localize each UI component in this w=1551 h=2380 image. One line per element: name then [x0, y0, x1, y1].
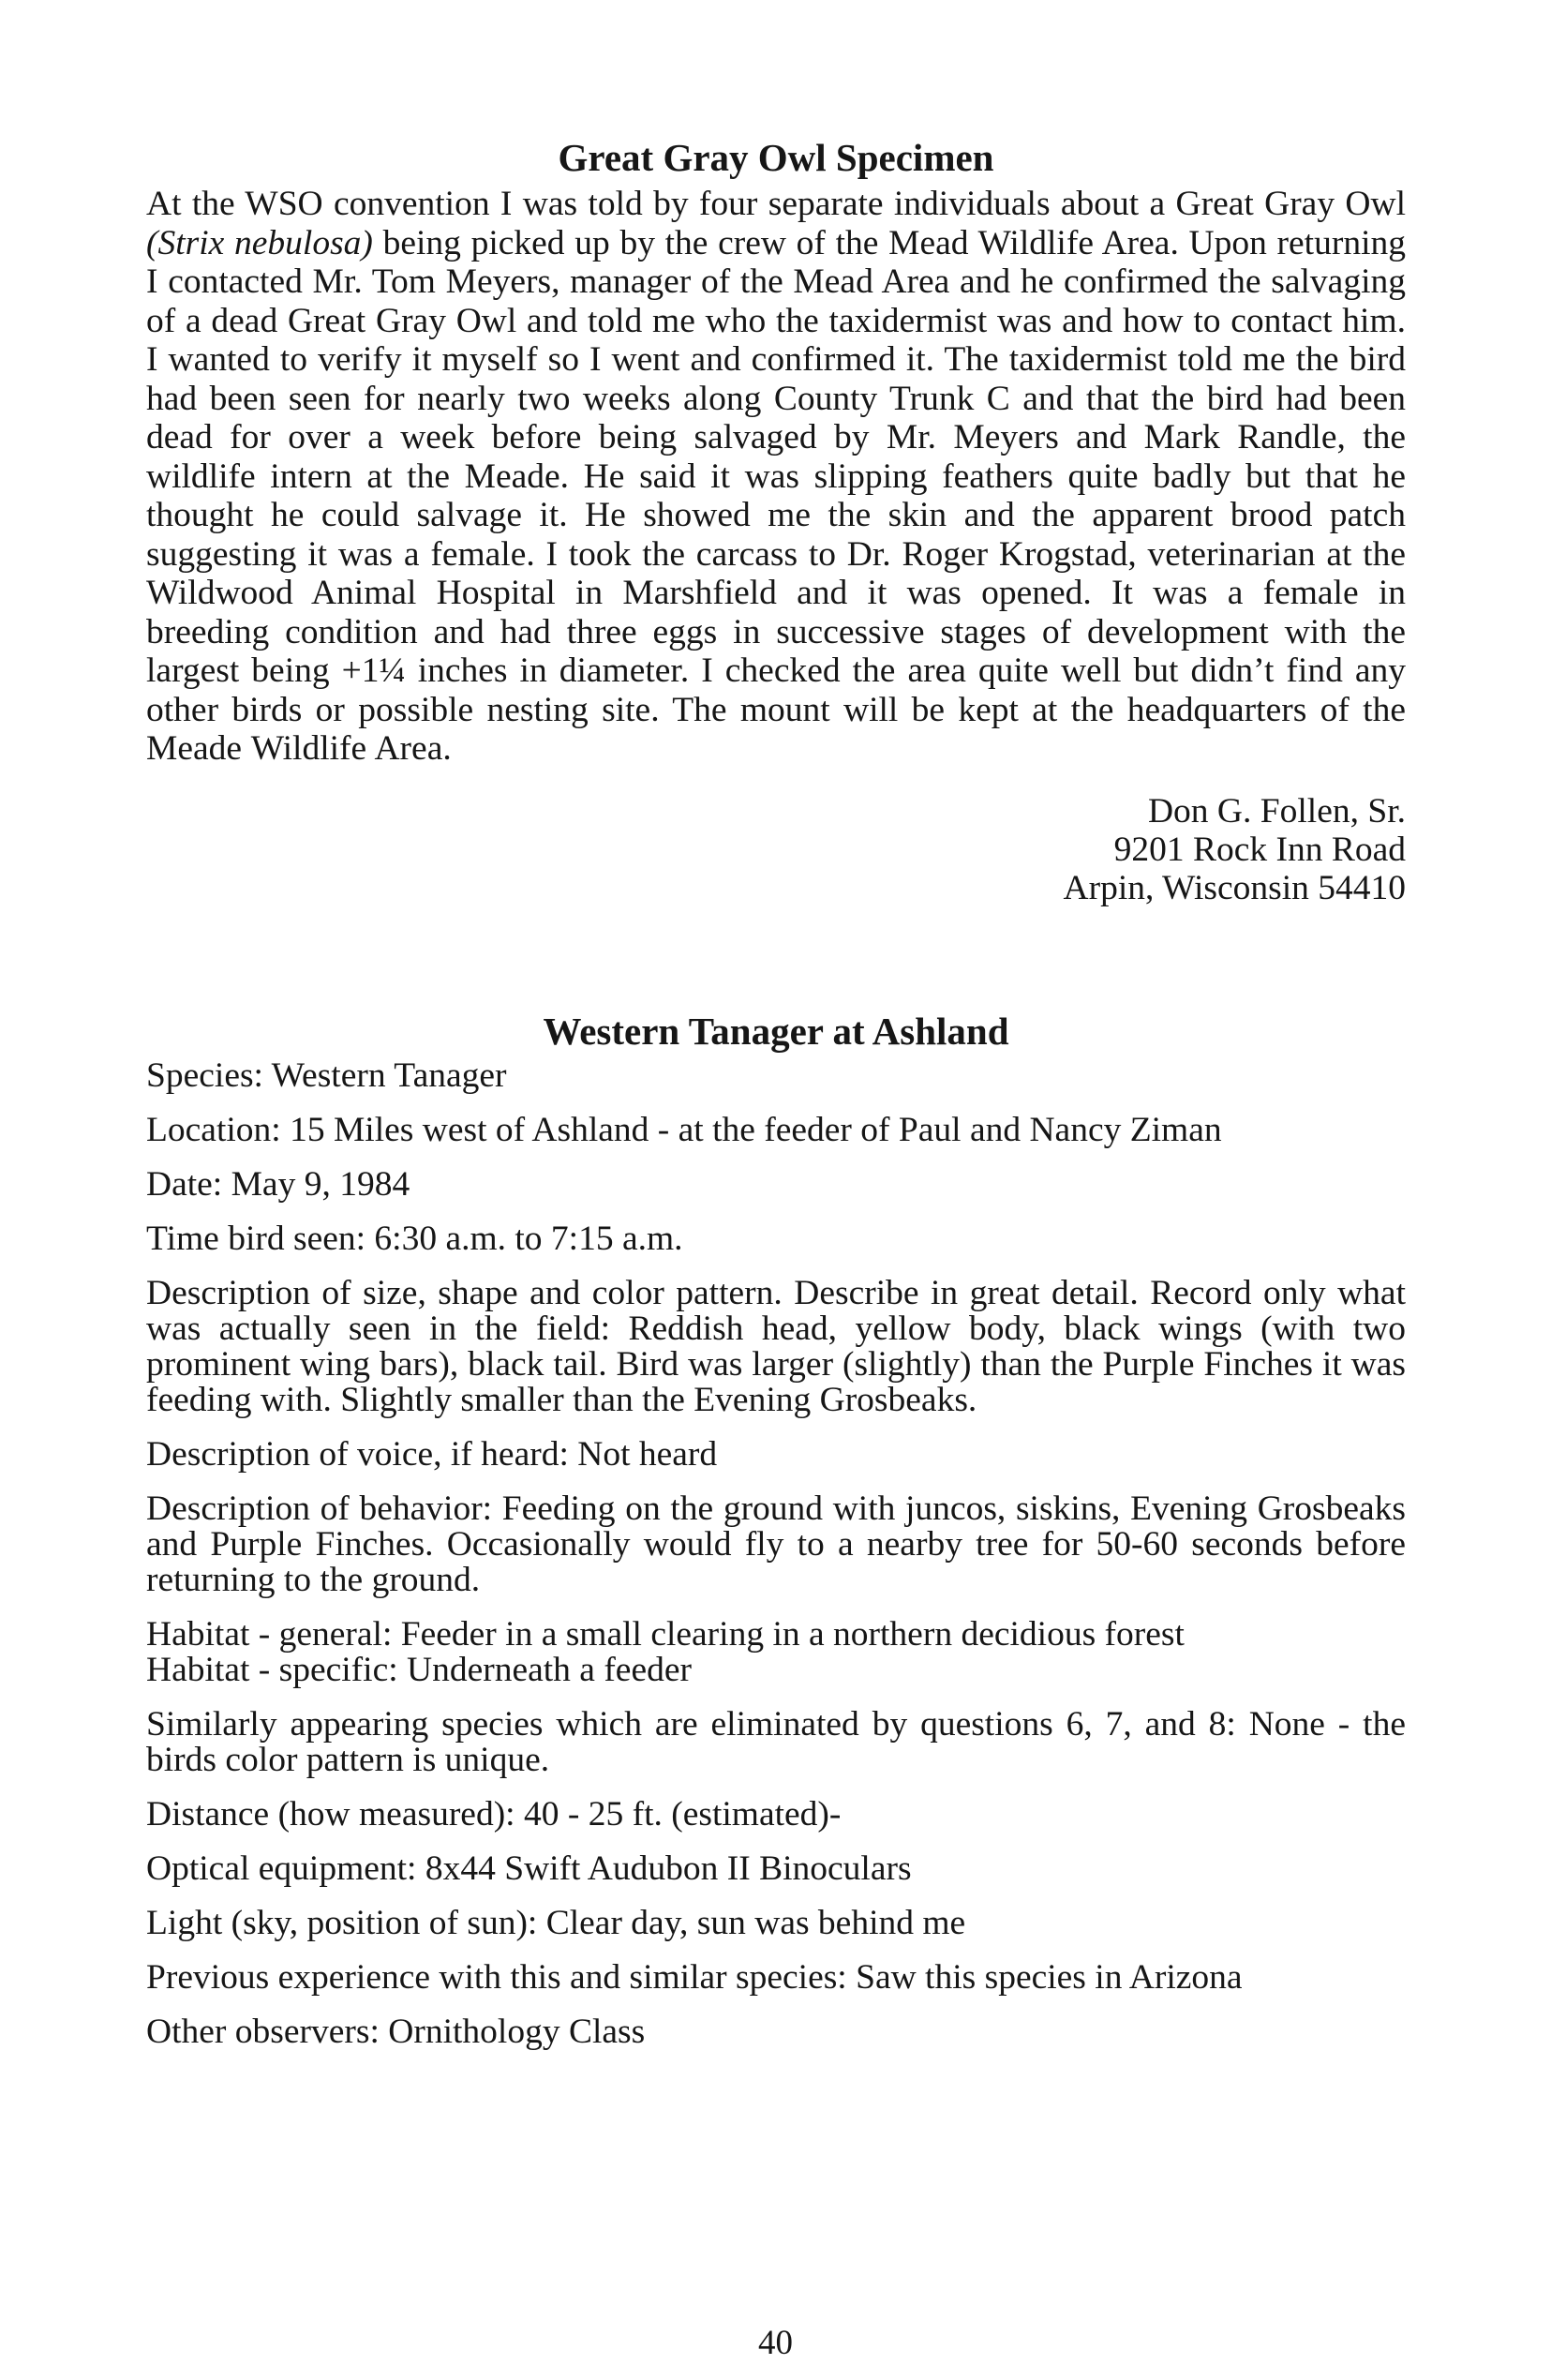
field-voice: Description of voice, if heard: Not heard [146, 1434, 718, 1474]
page-content [146, 137, 1406, 2069]
author-street: 9201 Rock Inn Road [1113, 830, 1406, 869]
field-species: Species: Western Tanager [146, 1055, 507, 1095]
body-text-start: At the WSO convention I was told by four separate individuals about a Great Gray Owl [146, 185, 1406, 224]
field-description: Description of size, shape and color pattern. Describe in great detail. Record only what was actually seen in the field: Reddish head, yellow body, black wings (with two prominent wing bars), black tail. Bird was larger (slightly) than the Purple Finches it was feeding with. Slightly smaller than the Evening Grosbeaks. [146, 1273, 1406, 1419]
article-title: Western Tanager at Ashland [543, 1009, 1009, 1053]
field-other-observers: Other observers: Ornithology Class [146, 2012, 646, 2051]
field-date: Date: May 9, 1984 [146, 1164, 410, 1204]
field-habitat-general: Habitat - general: Feeder in a small clearing in a northern decidious forest [146, 1614, 1185, 1654]
author-name: Don G. Follen, Sr. [1147, 791, 1406, 831]
field-distance: Distance (how measured): 40 - 25 ft. (estimated)- [146, 1794, 842, 1834]
article-body [146, 185, 1406, 769]
field-similar-species: Similarly appearing species which are eliminated by questions 6, 7, and 8: None - the birds color pattern is unique. [146, 1704, 1406, 1779]
article-title: Great Gray Owl Specimen [558, 136, 994, 179]
body-text-rest: being picked up by the crew of the Mead Wildlife Area. Upon returning I contacted Mr. Tom Meyers, manager of the Mead Area and he confirmed the salvaging of a dead Great Gray Owl and told me who the taxidermist was and how to contact him. I wanted to verify it myself so I went and confirmed it. The taxidermist told me the bird had been seen for nearly two weeks along County Trunk C and that the bird had been dead for over a week before being salvaged by Mr. Meyers and Mark Randle, the wildlife intern at the Meade. He said it was slipping feathers quite badly but that he thought he could salvage it. He showed me the skin and the apparent brood patch suggesting it was a female. I took the carcass to Dr. Roger Krogstad, veterinarian at the Wildwood Animal Hospital in Marshfield and it was opened. It was a female in breeding condition and had three eggs in successive stages of development with the largest being +1¼ inches in diameter. I checked the area quite well but didn’t find any other birds or possible nesting site. The mount will be kept at the headquarters of the Meade Wildlife Area. [146, 223, 1406, 769]
article-western-tanager [146, 1010, 1406, 2050]
article-great-gray-owl [146, 137, 1406, 907]
field-location: Location: 15 Miles west of Ashland - at the feeder of Paul and Nancy Ziman [146, 1110, 1222, 1149]
field-light: Light (sky, position of sun): Clear day, sun was behind me [146, 1903, 966, 1942]
field-optical-equipment: Optical equipment: 8x44 Swift Audubon II Binoculars [146, 1849, 912, 1888]
field-previous-experience: Previous experience with this and similar species: Saw this species in Arizona [146, 1957, 1243, 1997]
author-city: Arpin, Wisconsin 54410 [1063, 868, 1406, 907]
scientific-name: (Strix nebulosa) [146, 223, 373, 262]
page-number: 40 [758, 2324, 793, 2362]
field-behavior: Description of behavior: Feeding on the ground with juncos, siskins, Evening Grosbeaks and Purple Finches. Occasionally would fly to a nearby tree for 50-60 seconds before returning to the ground. [146, 1489, 1406, 1599]
field-habitat-specific: Habitat - specific: Underneath a feeder [146, 1650, 692, 1689]
field-time: Time bird seen: 6:30 a.m. to 7:15 a.m. [146, 1219, 683, 1258]
author-signature [146, 792, 1406, 907]
